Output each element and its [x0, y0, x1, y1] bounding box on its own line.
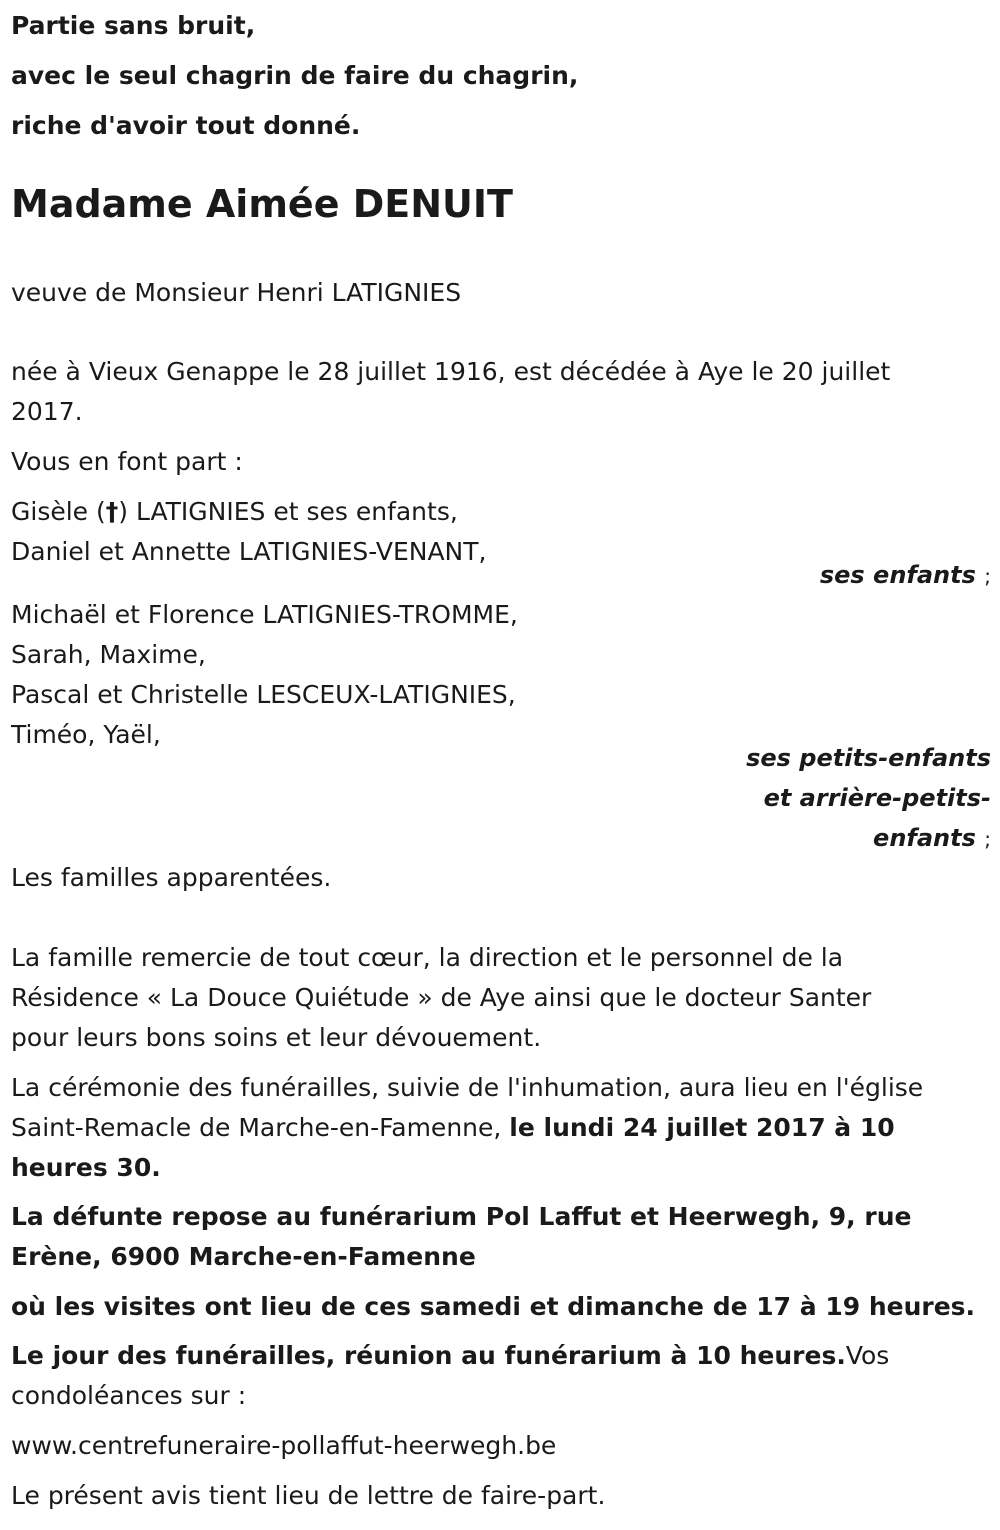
repose-line-1: La défunte repose au funérarium Pol Laffut et Heerwegh, 9, rue — [11, 1202, 912, 1231]
grandchild-entry-1: Michaël et Florence LATIGNIES-TROMME, — [11, 600, 518, 629]
thanks-line-2: Résidence « La Douce Quiétude » de Aye ainsi que le docteur Santer — [11, 983, 872, 1012]
child-entry-1: Gisèle (†) LATIGNIES et ses enfants, — [11, 497, 458, 526]
closing-note: Le présent avis tient lieu de lettre de faire-part. — [11, 1481, 606, 1510]
repose-line-2: Erène, 6900 Marche-en-Famenne — [11, 1242, 476, 1271]
cross-icon: † — [105, 497, 119, 526]
thanks-line-1: La famille remercie de tout cœur, la direction et le personnel de la — [11, 943, 844, 972]
children-role: ses enfants ; — [819, 561, 991, 589]
epigraph-line-3: riche d'avoir tout donné. — [11, 111, 361, 140]
thanks-line-3: pour leurs bons soins et leur dévouement. — [11, 1023, 542, 1052]
visits: où les visites ont lieu de ces samedi et dimanche de 17 à 19 heures. — [11, 1292, 976, 1321]
grandchild-entry-2: Sarah, Maxime, — [11, 640, 206, 669]
birth-death-line-2: 2017. — [11, 397, 83, 426]
grandchild-entry-4: Timéo, Yaël, — [11, 720, 161, 749]
grandchildren-role-line-1: ses petits-enfants — [746, 744, 991, 772]
ceremony-line-3: heures 30. — [11, 1153, 161, 1182]
meeting-line-1: Le jour des funérailles, réunion au funérarium à 10 heures.Vos — [11, 1341, 890, 1370]
epigraph-line-2: avec le seul chagrin de faire du chagrin, — [11, 61, 579, 90]
child-entry-2: Daniel et Annette LATIGNIES-VENANT, — [11, 537, 487, 566]
birth-death-line-1: née à Vieux Genappe le 28 juillet 1916, est décédée à Aye le 20 juillet — [11, 357, 891, 386]
website: www.centrefuneraire-pollaffut-heerwegh.be — [11, 1431, 557, 1460]
related-families: Les familles apparentées. — [11, 863, 332, 892]
deceased-name: Madame Aimée DENUIT — [11, 182, 513, 226]
announce-intro: Vous en font part : — [11, 447, 243, 476]
grandchildren-role-line-3: enfants ; — [873, 824, 991, 852]
widow-of: veuve de Monsieur Henri LATIGNIES — [11, 278, 462, 307]
epigraph-line-1: Partie sans bruit, — [11, 11, 256, 40]
grandchildren-role-line-2: et arrière-petits- — [763, 784, 991, 812]
grandchild-entry-3: Pascal et Christelle LESCEUX-LATIGNIES, — [11, 680, 516, 709]
meeting-line-2: condoléances sur : — [11, 1381, 247, 1410]
ceremony-line-1: La cérémonie des funérailles, suivie de l'inhumation, aura lieu en l'église — [11, 1073, 924, 1102]
ceremony-line-2: Saint-Remacle de Marche-en-Famenne, le lundi 24 juillet 2017 à 10 — [11, 1113, 895, 1142]
